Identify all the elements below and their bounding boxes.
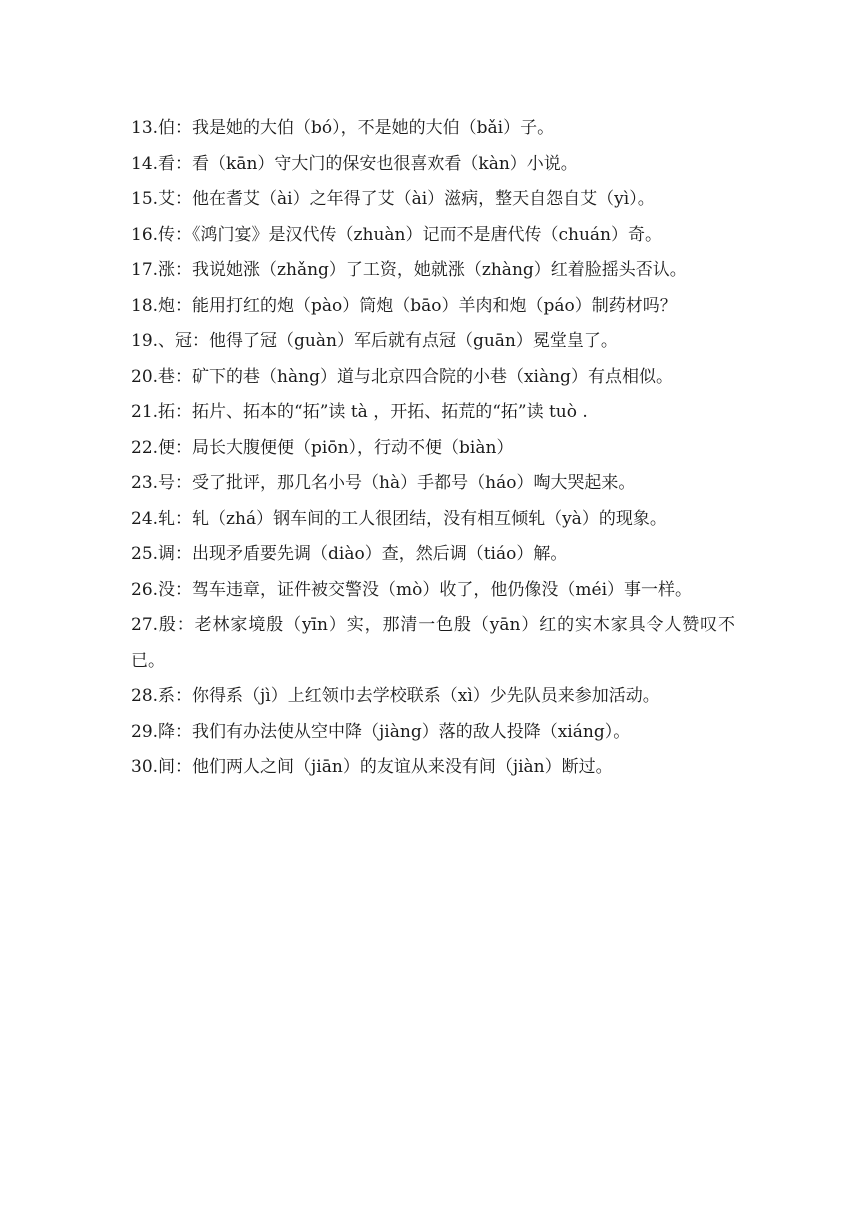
list-item-26: 26.没：驾车违章，证件被交警没（mò）收了，他仍像没（méi）事一样。 — [131, 579, 693, 600]
list-item-15: 15.艾：他在耆艾（ài）之年得了艾（ài）滋病，整天自怨自艾（yì）。 — [131, 189, 655, 209]
list-item-18: 18.炮：能用打红的炮（pào）筒炮（bāo）羊肉和炮（páo）制药材吗？ — [131, 295, 677, 316]
list-item-17: 17.涨：我说她涨（zhǎng）了工资，她就涨（zhàng）红着脸摇头否认。 — [131, 260, 687, 280]
list-item-27: 27.殷：老林家境殷（yīn）实，那清一色殷（yān）红的实木家具令人赞叹不已。 — [131, 615, 735, 671]
list-item-23: 23.号：受了批评，那几名小号（hà）手都号（háo）啕大哭起来。 — [131, 473, 636, 493]
list-item-19: 19.、冠：他得了冠（guàn）军后就有点冠（guān）冕堂皇了。 — [131, 331, 618, 351]
list-item-20: 20.巷：矿下的巷（hàng）道与北京四合院的小巷（xiàng）有点相似。 — [131, 366, 673, 387]
list-item-29: 29.降：我们有办法使从空中降（jiàng）落的敌人投降（xiáng）。 — [131, 721, 631, 742]
list-item-25: 25.调：出现矛盾要先调（diào）查，然后调（tiáo）解。 — [131, 544, 568, 564]
list-item-14: 14.看：看（kān）守大门的保安也很喜欢看（kàn）小说。 — [131, 153, 578, 174]
list-item-30: 30.间：他们两人之间（jiān）的友谊从来没有间（jiàn）断过。 — [131, 757, 613, 777]
list-item-24: 24.轧：轧（zhá）钢车间的工人很团结，没有相互倾轧（yà）的现象。 — [131, 508, 667, 529]
list-item-21: 21.拓：拓片、拓本的“拓”读 tà ，开拓、拓荒的“拓”读 tuò . — [131, 402, 588, 422]
list-item-16: 16.传：《鸿门宴》是汉代传（zhuàn）记而不是唐代传（chuán）奇。 — [131, 224, 662, 245]
list-item-28: 28.系：你得系（jì）上红领巾去学校联系（xì）少先队员来参加活动。 — [131, 686, 660, 706]
list-item-13: 13.伯：我是她的大伯（bó），不是她的大伯（bǎi）子。 — [131, 118, 555, 138]
list-item-22: 22.便：局长大腹便便（piōn），行动不便（biàn） — [131, 437, 514, 458]
pronunciation-list — [131, 111, 735, 786]
